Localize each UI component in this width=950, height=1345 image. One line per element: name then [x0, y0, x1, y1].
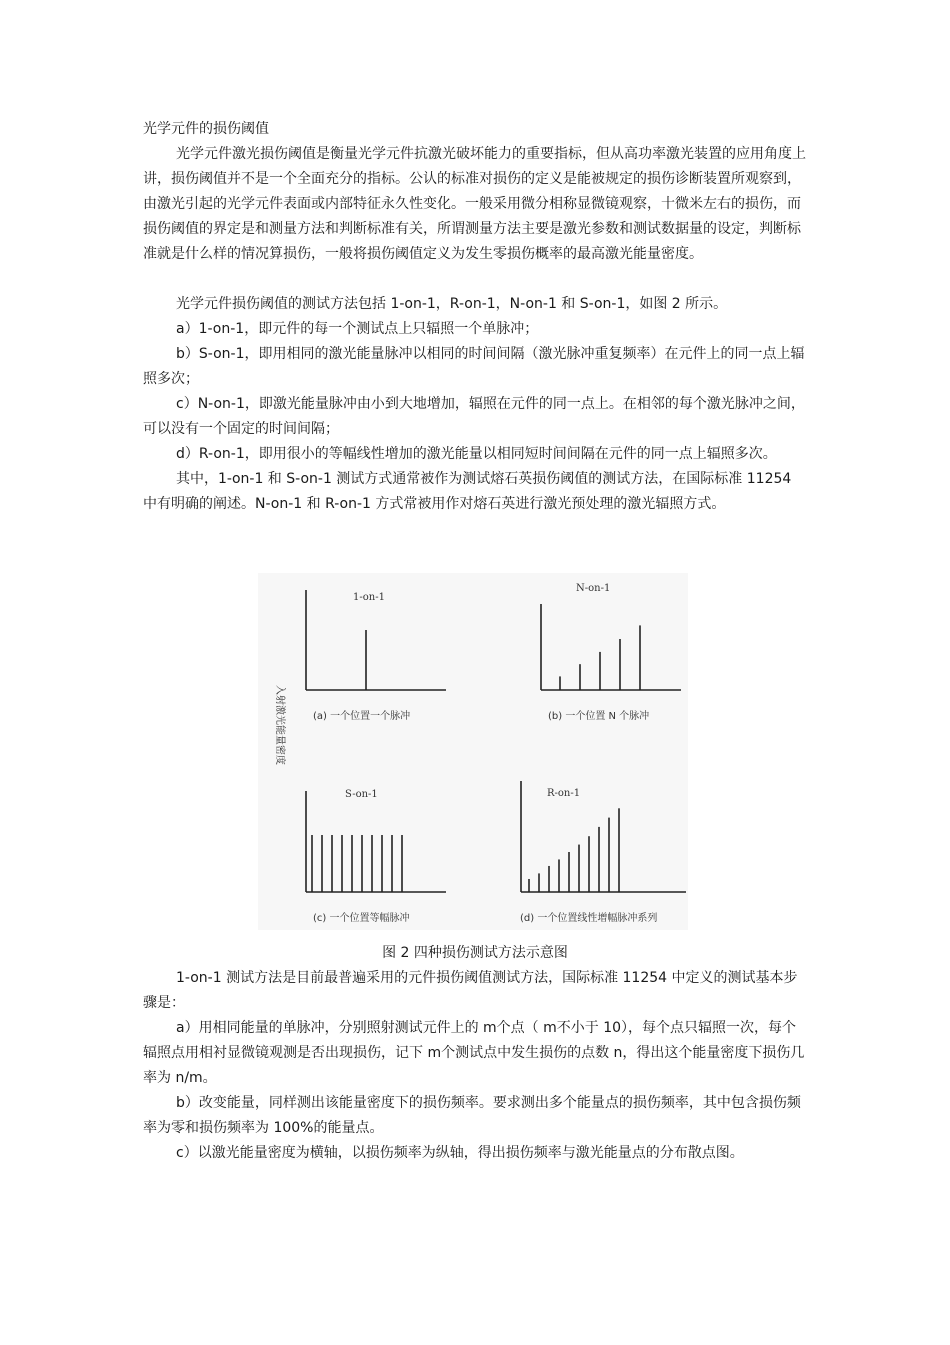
method-b: b）S-on-1，即用相同的激光能量脉冲以相同的时间间隔（激光脉冲重复频率）在元件上的同一点上辐照多次；: [143, 346, 805, 387]
panel-r-on-1: [520, 781, 686, 924]
method-d: d）R-on-1，即用很小的等幅线性增加的激光能量以相同短时间间隔在元件的同一点上辐照多次。: [176, 446, 777, 462]
doc-title: 光学元件的损伤阈值: [143, 121, 269, 137]
panel-n-on-1: [541, 583, 681, 722]
method-c: c）N-on-1，即激光能量脉冲由小到大地增加，辐照在元件的同一点上。在相邻的每个激光脉冲之间，可以没有一个固定的时间间隔；: [143, 396, 805, 437]
panel-label: S-on-1: [345, 789, 378, 800]
panel-label: R-on-1: [547, 788, 581, 799]
panel-1-on-1: [306, 590, 446, 722]
procedure-intro: 1-on-1 测试方法是目前最普遍采用的元件损伤阈值测试方法，国际标准 11254 中定义的测试基本步骤是：: [143, 970, 798, 1011]
method-a: a）1-on-1，即元件的每一个测试点上只辐照一个单脉冲；: [176, 321, 539, 337]
panel-caption: (b) 一个位置 N 个脉冲: [548, 711, 650, 722]
panel-label: 1-on-1: [353, 592, 385, 603]
panel-caption: (a) 一个位置一个脉冲: [313, 711, 411, 722]
figure-damage-test-methods: [258, 573, 688, 930]
methods-summary: 其中，1-on-1 和 S-on-1 测试方式通常被作为测试熔石英损伤阈值的测试方法，在国际标准 11254 中有明确的阐述。N-on-1 和 R-on-1 方式常被用作对熔石英进行激光预处理的激光辐照方式。: [143, 471, 792, 512]
panel-s-on-1: [306, 789, 446, 924]
paragraph-intro: [143, 142, 809, 267]
figure-caption: 图 2 四种损伤测试方法示意图: [382, 945, 568, 961]
procedure-step-c: c）以激光能量密度为横轴，以损伤频率为纵轴，得出损伤频率与激光能量点的分布散点图。: [176, 1145, 744, 1161]
intro-text: 光学元件激光损伤阈值是衡量光学元件抗激光破坏能力的重要指标，但从高功率激光装置的应用角度上讲，损伤阈值并不是一个全面充分的指标。公认的标准对损伤的定义是能被规定的损伤诊断装置所观察到，由激光引起的光学元件表面或内部特征永久性变化。一般采用微分相称显微镜观察，十微米左右的损伤，而损伤阈值的界定是和测量方法和判断标准有关，所谓测量方法主要是激光参数和测试数据量的设定，判断标准就是什么样的情况算损伤，一般将损伤阈值定义为发生零损伤概率的最高激光能量密度。: [143, 146, 806, 262]
procedure-step-b: b）改变能量，同样测出该能量密度下的损伤频率。要求测出多个能量点的损伤频率，其中包含损伤频率为零和损伤频率为 100%的能量点。: [143, 1095, 801, 1136]
section-test-methods: [143, 292, 809, 517]
y-axis-label: 入射激光能量密度: [274, 685, 285, 765]
section-1-on-1-procedure: [143, 966, 809, 1166]
panel-caption: (d) 一个位置线性增幅脉冲系列: [520, 913, 658, 924]
procedure-step-a: a）用相同能量的单脉冲，分别照射测试元件上的 m个点（ m不小于 10），每个点只辐照一次，每个辐照点用相衬显微镜观测是否出现损伤，记下 m个测试点中发生损伤的点数 n，得出这个能量密度下损伤几率为 n/m。: [143, 1020, 805, 1086]
methods-intro: 光学元件损伤阈值的测试方法包括 1-on-1，R-on-1，N-on-1 和 S-on-1，如图 2 所示。: [176, 296, 728, 312]
panel-label: N-on-1: [576, 583, 611, 594]
figure-svg: [258, 573, 688, 930]
panel-caption: (c) 一个位置等幅脉冲: [313, 913, 410, 924]
